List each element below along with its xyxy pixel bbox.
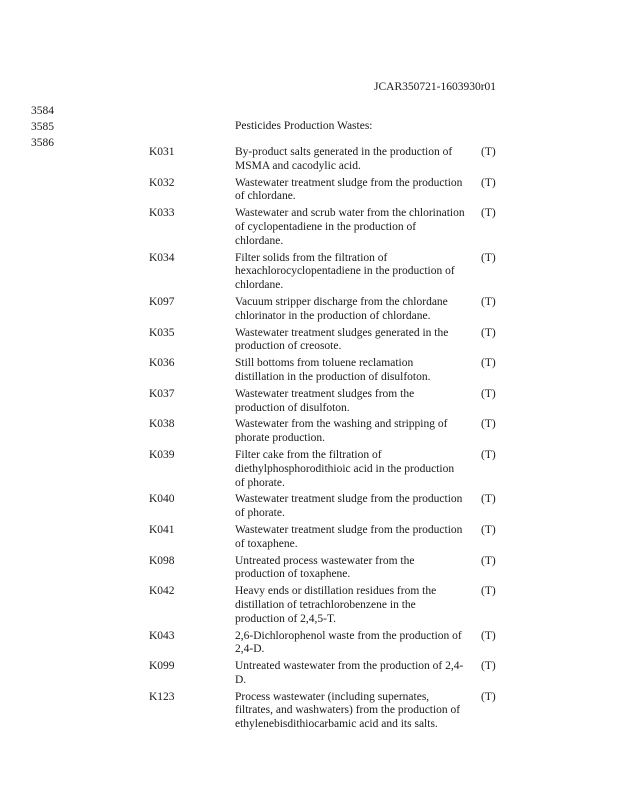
waste-description: Heavy ends or distillation residues from the distillation of tetrachlorobenzene in the production of 2,4,5-T.	[235, 585, 437, 625]
hazard-code: (T)	[481, 523, 496, 536]
waste-description: Untreated process wastewater from the production of toxaphene.	[235, 554, 415, 581]
section-title: Pesticides Production Wastes:	[235, 120, 373, 132]
waste-code: K039	[149, 448, 175, 461]
waste-row	[0, 146, 624, 174]
waste-code: K037	[149, 387, 175, 400]
waste-code: K099	[149, 660, 175, 673]
waste-list	[0, 146, 624, 735]
waste-row	[0, 327, 624, 355]
waste-code: K035	[149, 326, 175, 339]
waste-code: K040	[149, 493, 175, 506]
waste-description: Wastewater treatment sludge from the production of chlordane.	[235, 176, 463, 203]
line-number: 3584	[31, 105, 54, 117]
document-id: JCAR350721-1603930r01	[374, 81, 497, 93]
waste-row	[0, 691, 624, 732]
waste-code: K032	[149, 176, 175, 189]
waste-code: K123	[149, 690, 175, 703]
hazard-code: (T)	[481, 493, 496, 506]
hazard-code: (T)	[481, 387, 496, 400]
waste-description: Wastewater and scrub water from the chlorination of cyclopentadiene in the production of chlordane.	[235, 207, 465, 247]
waste-code: K038	[149, 418, 175, 431]
hazard-code: (T)	[481, 326, 496, 339]
waste-row	[0, 388, 624, 416]
waste-description: Filter cake from the filtration of diethylphosphorodithioic acid in the production of phorate.	[235, 448, 455, 489]
waste-row	[0, 630, 624, 658]
waste-description: Wastewater from the washing and stripping of phorate production.	[235, 418, 448, 445]
waste-row	[0, 207, 624, 248]
hazard-code: (T)	[481, 554, 496, 567]
line-number: 3586	[31, 137, 54, 149]
waste-description: Process wastewater (including supernates, filtrates, and washwaters) from the production of ethylenebisdithiocarbamic acid and its salts.	[235, 690, 461, 731]
hazard-code: (T)	[481, 295, 496, 308]
hazard-code: (T)	[481, 251, 496, 264]
hazard-code: (T)	[481, 176, 496, 189]
waste-description: By-product salts generated in the production of MSMA and cacodylic acid.	[235, 146, 453, 172]
waste-row	[0, 418, 624, 446]
hazard-code: (T)	[481, 207, 496, 220]
waste-code: K034	[149, 251, 175, 264]
waste-description: Untreated wastewater from the production of 2,4-D.	[235, 660, 464, 686]
waste-row	[0, 296, 624, 324]
waste-row	[0, 449, 624, 490]
waste-description: Wastewater treatment sludges from the production of disulfoton.	[235, 387, 415, 414]
waste-row	[0, 493, 624, 521]
waste-code: K041	[149, 523, 175, 536]
hazard-code: (T)	[481, 660, 496, 673]
hazard-code: (T)	[481, 357, 496, 370]
waste-description: 2,6-Dichlorophenol waste from the production of 2,4-D.	[235, 629, 462, 656]
waste-row	[0, 357, 624, 385]
waste-code: K097	[149, 295, 175, 308]
waste-description: Wastewater treatment sludges generated in the production of creosote.	[235, 326, 449, 353]
hazard-code: (T)	[481, 629, 496, 642]
waste-description: Wastewater treatment sludge from the production of phorate.	[235, 493, 463, 520]
waste-code: K098	[149, 554, 175, 567]
waste-description: Wastewater treatment sludge from the production of toxaphene.	[235, 523, 463, 550]
line-number: 3585	[31, 121, 54, 133]
line-numbers	[31, 103, 54, 151]
waste-code: K043	[149, 629, 175, 642]
waste-row	[0, 660, 624, 688]
waste-description: Vacuum stripper discharge from the chlordane chlorinator in the production of chlordane.	[235, 295, 448, 322]
waste-code: K036	[149, 357, 175, 370]
hazard-code: (T)	[481, 418, 496, 431]
hazard-code: (T)	[481, 690, 496, 703]
hazard-code: (T)	[481, 585, 496, 598]
waste-row	[0, 555, 624, 583]
waste-code: K033	[149, 207, 175, 220]
waste-row	[0, 177, 624, 205]
waste-description: Still bottoms from toluene reclamation distillation in the production of disulfoton.	[235, 357, 431, 383]
waste-code: K031	[149, 146, 175, 158]
waste-row	[0, 524, 624, 552]
waste-description: Filter solids from the filtration of hexachlorocyclopentadiene in the production of chlordane.	[235, 251, 455, 292]
hazard-code: (T)	[481, 146, 496, 158]
waste-row	[0, 252, 624, 293]
waste-code: K042	[149, 585, 175, 598]
hazard-code: (T)	[481, 448, 496, 461]
waste-row	[0, 585, 624, 626]
